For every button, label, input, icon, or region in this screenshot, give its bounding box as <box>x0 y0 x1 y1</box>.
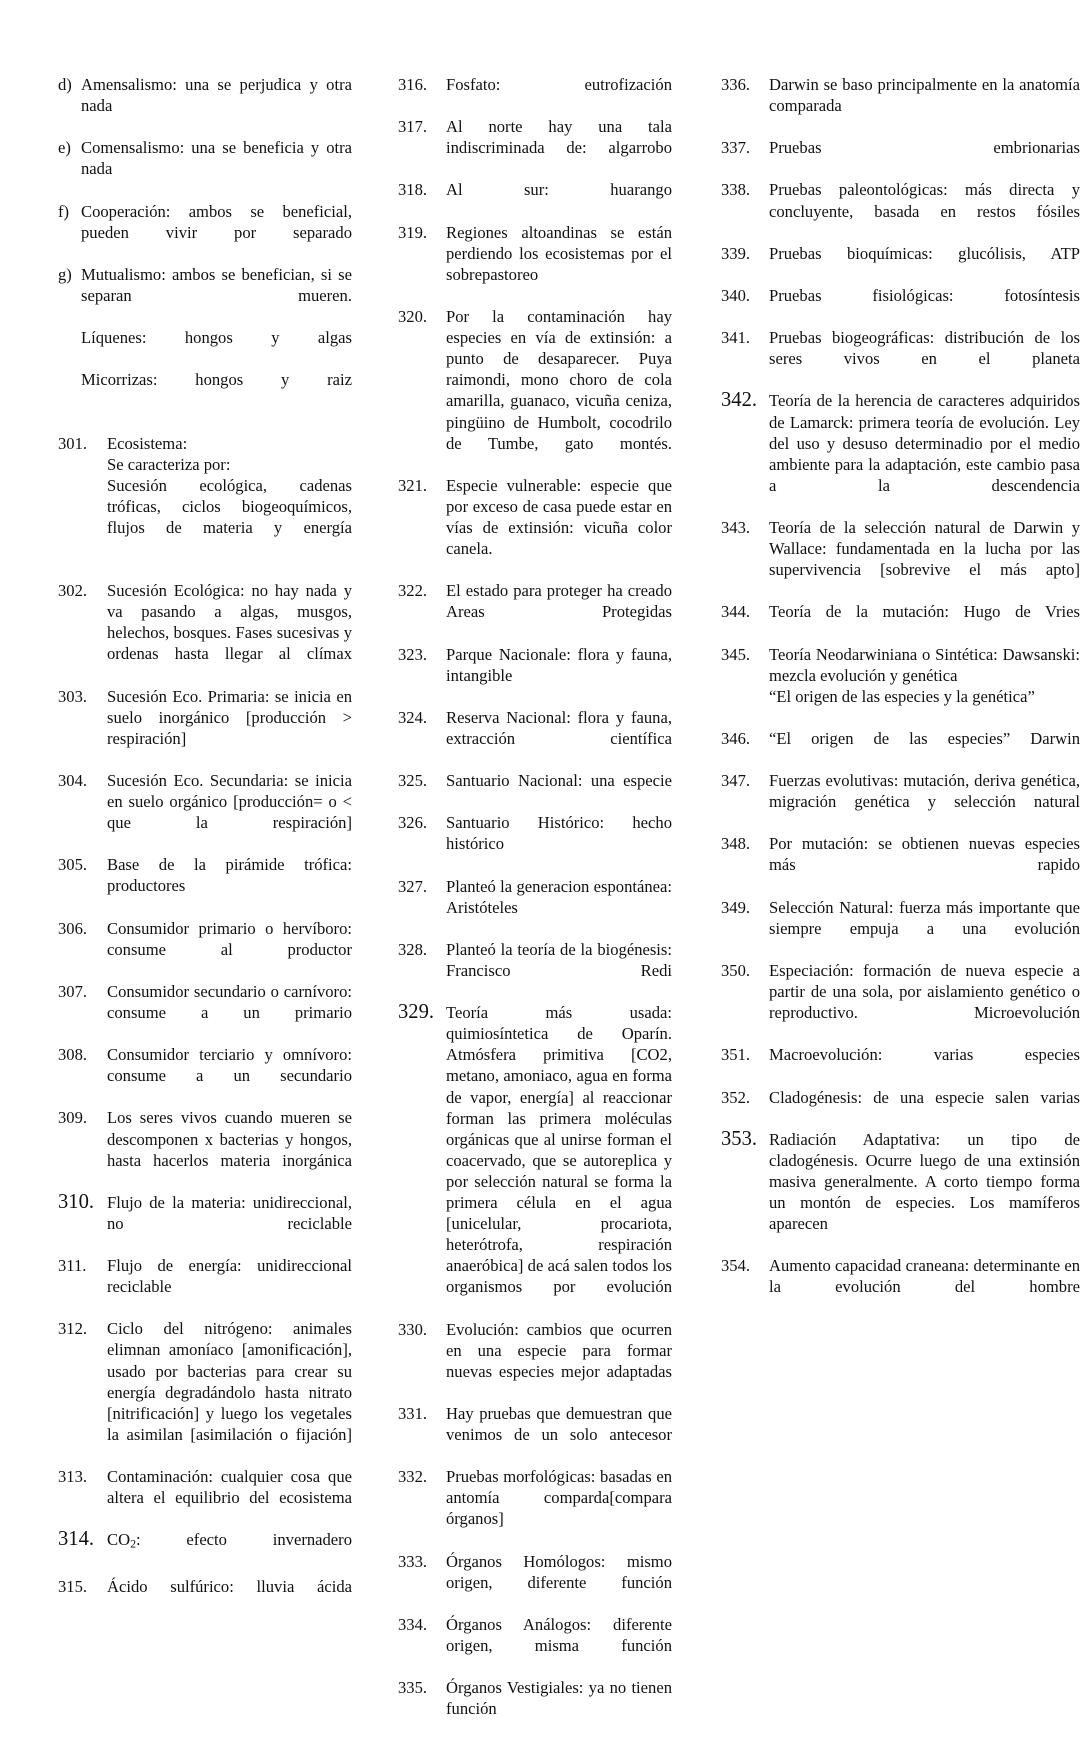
lettered-list-item <box>58 369 352 411</box>
numbered-item-text: Ciclo del nitrógeno: animales elimnan amoníaco [amonificación], usado por bacterias para crear su energía degradándolo hasta nitrato [nitrificación] y luego los vegetales la asimilan [asimilación o fijación] <box>107 1319 352 1444</box>
numbered-item-marker: 314. <box>58 1528 95 1551</box>
numbered-item-marker: 344. <box>721 602 751 622</box>
numbered-item-marker: 343. <box>721 517 751 537</box>
numbered-item-text: Hay pruebas que demuestran que venimos de un solo antecesor <box>446 1403 672 1444</box>
numbered-item-marker: 338. <box>721 180 751 200</box>
numbered-list-item <box>721 137 1080 179</box>
numbered-item-text: Ácido sulfúrico: lluvia ácida <box>107 1577 352 1597</box>
numbered-list-item <box>398 580 672 643</box>
numbered-list-item <box>721 1255 1080 1318</box>
numbered-item-text: Santuario Histórico: hecho histórico <box>446 813 672 854</box>
numbered-list-item <box>58 770 352 854</box>
numbered-list-column-3 <box>721 74 1080 1319</box>
numbered-item-marker: 304. <box>58 770 88 790</box>
numbered-item-marker: 315. <box>58 1577 88 1597</box>
numbered-list-item <box>58 1576 352 1618</box>
numbered-item-marker: 320. <box>398 307 428 327</box>
numbered-item-marker: 332. <box>398 1467 428 1487</box>
lettered-list-item <box>58 327 352 369</box>
numbered-item-text: “El origen de las especies” Darwin <box>769 728 1080 748</box>
numbered-item-marker: 347. <box>721 771 751 791</box>
numbered-list-item <box>398 644 672 707</box>
numbered-item-marker: 334. <box>398 1614 428 1634</box>
numbered-item-marker: 346. <box>721 728 751 748</box>
lettered-item-marker: g) <box>58 264 72 284</box>
numbered-item-marker: 340. <box>721 285 751 305</box>
numbered-item-marker: 328. <box>398 939 428 959</box>
numbered-list-item <box>721 1087 1080 1129</box>
numbered-item-text: Selección Natural: fuerza más importante que siempre empuja a una evolución <box>769 897 1080 938</box>
lettered-item-text: Micorrizas: hongos y raiz <box>81 370 352 390</box>
column-3 <box>672 74 1080 1319</box>
numbered-item-marker: 354. <box>721 1256 751 1276</box>
numbered-item-marker: 335. <box>398 1678 428 1698</box>
numbered-item-marker: 342. <box>721 389 758 412</box>
numbered-item-marker: 348. <box>721 834 751 854</box>
lettered-item-marker: f) <box>58 201 70 221</box>
numbered-list-item <box>58 1466 352 1529</box>
numbered-list-item <box>398 939 672 1002</box>
numbered-item-marker: 329. <box>398 1001 435 1024</box>
numbered-list-item <box>721 644 1080 728</box>
numbered-list-item <box>398 707 672 770</box>
numbered-item-text: Flujo de energía: unidireccional reciclable <box>107 1256 352 1297</box>
numbered-list-item <box>721 601 1080 643</box>
lettered-item-text: Mutualismo: ambos se benefician, si se separan mueren. <box>81 264 352 305</box>
three-column-layout <box>0 74 1080 1740</box>
numbered-list-item <box>721 179 1080 242</box>
numbered-item-text: Fosfato: eutrofización <box>446 75 672 94</box>
lettered-item-text: Amensalismo: una se perjudica y otra nada <box>81 75 352 116</box>
numbered-list-item <box>398 1466 672 1550</box>
numbered-item-text: Parque Nacionale: flora y fauna, intangible <box>446 644 672 685</box>
numbered-item-text: Planteó la generacion espontánea: Aristóteles <box>446 876 672 917</box>
numbered-item-text: Planteó la teoría de la biogénesis: Francisco Redi <box>446 939 672 980</box>
numbered-list-item <box>58 981 352 1044</box>
numbered-item-marker: 302. <box>58 581 88 601</box>
numbered-list-item <box>58 1192 352 1255</box>
numbered-item-marker: 319. <box>398 222 428 242</box>
numbered-item-text: Teoría de la herencia de caracteres adquiridos de Lamarck: primera teoría de evolución. Ley del uso y desuso determinadio por el medio ambiente para la adaptación, este cambio pasa a la descendencia <box>769 391 1080 495</box>
numbered-item-marker: 301. <box>58 433 88 453</box>
numbered-item-text: Órganos Homólogos: mismo origen, diferente función <box>446 1551 672 1592</box>
numbered-item-text: Flujo de la materia: unidireccional, no reciclable <box>107 1192 352 1233</box>
numbered-list-item <box>398 222 672 306</box>
numbered-item-text: Ecosistema: Se caracteriza por: Sucesión ecológica, cadenas tróficas, ciclos biogeoquímicos, flujos de materia y energía <box>107 433 352 537</box>
numbered-list-item <box>721 1044 1080 1086</box>
numbered-list-item <box>721 833 1080 896</box>
numbered-list-item <box>721 728 1080 770</box>
lettered-sublist <box>58 74 352 412</box>
numbered-list-item <box>398 1614 672 1677</box>
numbered-item-text: Por la contaminación hay especies en vía de extinsión: a punto de desaparecer. Puya raimondi, mono choro de cola amarilla, guanaco, vicuña ceniza, pingüino de Humbolt, cocodrilo de Tumbe, gato montés. <box>446 307 672 453</box>
numbered-item-marker: 313. <box>58 1467 88 1486</box>
numbered-list-item <box>398 1319 672 1403</box>
numbered-item-text: Órganos Análogos: diferente origen, misma función <box>446 1614 672 1655</box>
numbered-list-item <box>398 116 672 179</box>
lettered-item-text: Comensalismo: una se beneficia y otra nada <box>81 138 352 179</box>
numbered-item-marker: 353. <box>721 1127 758 1150</box>
numbered-list-item <box>721 74 1080 137</box>
numbered-item-text: Pruebas biogeográficas: distribución de los seres vivos en el planeta <box>769 328 1080 369</box>
numbered-item-text: Pruebas fisiológicas: fotosíntesis <box>769 285 1080 305</box>
numbered-item-marker: 331. <box>398 1403 428 1423</box>
numbered-item-text: Teoría más usada: quimiosíntetica de Oparín. Atmósfera primitiva [CO2, metano, amoniaco, agua en forma de vapor, energía] al reaccionar forman las primera moléculas orgánicas que al unirse forman el coacervado, que se autoreplica y por selección natural se forma la primera célula en el agua [unicelular, procariota, heterótrofa, respiración anaeróbica] de acá salen todos los organismos por evolución <box>446 1003 672 1297</box>
numbered-item-marker: 305. <box>58 855 88 875</box>
numbered-item-marker: 321. <box>398 475 428 495</box>
numbered-item-marker: 318. <box>398 180 428 200</box>
numbered-list-item <box>721 390 1080 517</box>
numbered-item-text: Especie vulnerable: especie que por exceso de casa puede estar en vías de extinsión: vicuña color canela. <box>446 475 672 559</box>
numbered-list-item <box>721 517 1080 601</box>
numbered-list-item <box>398 306 672 475</box>
numbered-item-marker: 312. <box>58 1319 88 1339</box>
lettered-item-marker: d) <box>58 75 72 94</box>
numbered-list-item <box>721 770 1080 833</box>
numbered-item-marker: 330. <box>398 1319 428 1339</box>
numbered-item-text: Radiación Adaptativa: un tipo de cladogénesis. Ocurre luego de una extinsión masiva generalmente. A corto tiempo forma un montón de especies. Los mamíferos aparecen <box>769 1129 1080 1234</box>
numbered-item-marker: 317. <box>398 117 428 137</box>
numbered-item-marker: 345. <box>721 644 751 664</box>
numbered-item-marker: 316. <box>398 75 428 94</box>
numbered-list-item <box>398 876 672 939</box>
numbered-list-item <box>58 1529 352 1576</box>
numbered-item-marker: 350. <box>721 960 751 980</box>
numbered-list-item <box>58 1318 352 1466</box>
lettered-item-text: Líquenes: hongos y algas <box>81 328 352 348</box>
numbered-item-text: Órganos Vestigiales: ya no tienen función <box>446 1678 672 1719</box>
numbered-list-item <box>721 960 1080 1044</box>
lettered-list-item <box>58 74 352 137</box>
numbered-item-text: Especiación: formación de nueva especie a partir de una sola, por aislamiento genético o reproductivo. Microevolución <box>769 960 1080 1023</box>
numbered-list-item <box>58 433 352 560</box>
numbered-list-item <box>721 285 1080 327</box>
numbered-list-item <box>398 475 672 580</box>
numbered-item-marker: 306. <box>58 918 88 938</box>
numbered-list-item <box>398 1551 672 1614</box>
numbered-list-item <box>58 854 352 917</box>
numbered-item-marker: 309. <box>58 1108 88 1128</box>
numbered-item-text: Consumidor primario o hervíboro: consume al productor <box>107 918 352 959</box>
lettered-item-marker: e) <box>58 138 71 158</box>
numbered-item-marker: 323. <box>398 644 428 664</box>
text-line: Ecosistema: <box>107 433 188 453</box>
lettered-item-text: Cooperación: ambos se beneficial, pueden vivir por separado <box>81 201 352 242</box>
lettered-list-item <box>58 264 352 327</box>
numbered-list-item <box>58 918 352 981</box>
numbered-list-item <box>721 243 1080 285</box>
numbered-item-marker: 310. <box>58 1190 95 1213</box>
numbered-list-column-1 <box>58 433 352 1619</box>
numbered-item-text: Teoría Neodarwiniana o Sintética: Dawsanski: mezcla evolución y genética “El origen de las especies y la genética” <box>769 644 1080 706</box>
numbered-list-item <box>58 1255 352 1318</box>
column-1 <box>0 74 352 1618</box>
quoted-note: “El origen de las especies y la genética” <box>769 686 1035 706</box>
numbered-item-text: $CO_2$: efecto invernadero <box>107 1530 352 1551</box>
numbered-item-text: Pruebas bioquímicas: glucólisis, ATP <box>769 243 1080 263</box>
numbered-list-item <box>398 770 672 812</box>
numbered-list-item <box>58 1107 352 1191</box>
numbered-item-text: Pruebas embrionarias <box>769 138 1080 158</box>
numbered-item-text: Sucesión Eco. Primaria: se inicia en suelo inorgánico [producción > respiración] <box>107 686 352 748</box>
numbered-list-item <box>398 1002 672 1318</box>
numbered-list-column-2 <box>398 74 672 1740</box>
numbered-item-marker: 341. <box>721 328 751 348</box>
numbered-item-marker: 333. <box>398 1551 428 1571</box>
numbered-item-marker: 325. <box>398 771 428 791</box>
numbered-item-marker: 308. <box>58 1045 88 1065</box>
numbered-item-marker: 349. <box>721 897 751 917</box>
numbered-list-item <box>721 1129 1080 1256</box>
numbered-item-marker: 322. <box>398 581 428 601</box>
numbered-item-marker: 307. <box>58 981 88 1001</box>
numbered-item-text: Santuario Nacional: una especie <box>446 771 672 791</box>
numbered-item-marker: 351. <box>721 1045 751 1065</box>
lettered-list-item <box>58 201 352 264</box>
numbered-list-item <box>721 327 1080 390</box>
numbered-item-text: Sucesión Ecológica: no hay nada y va pasando a algas, musgos, helechos, bosques. Fases sucesivas y ordenas hasta llegar al clímax <box>107 581 352 664</box>
numbered-item-marker: 326. <box>398 813 428 833</box>
numbered-item-text: Consumidor secundario o carnívoro: consume a un primario <box>107 981 352 1022</box>
numbered-list-item <box>398 1403 672 1466</box>
numbered-item-text: Por mutación: se obtienen nuevas especies más rapido <box>769 834 1080 875</box>
numbered-item-marker: 327. <box>398 876 428 896</box>
numbered-list-item <box>58 1044 352 1107</box>
numbered-item-text: Al sur: huarango <box>446 180 672 200</box>
numbered-item-text: Teoría de la selección natural de Darwin y Wallace: fundamentada en la lucha por las supervivencia [sobrevive el más apto] <box>769 517 1080 580</box>
numbered-list-item <box>398 812 672 875</box>
numbered-item-text: Al norte hay una tala indiscriminada de: algarrobo <box>446 117 672 158</box>
column-2 <box>352 74 672 1740</box>
numbered-list-item <box>721 897 1080 960</box>
lettered-list-item <box>58 137 352 200</box>
numbered-item-text: Reserva Nacional: flora y fauna, extracción científica <box>446 707 672 748</box>
numbered-item-text: Base de la pirámide trófica: productores <box>107 855 352 896</box>
numbered-item-text: Cladogénesis: de una especie salen varias <box>769 1087 1080 1107</box>
numbered-list-item <box>398 74 672 116</box>
numbered-item-text: Los seres vivos cuando mueren se descomponen x bacterias y hongos, hasta hacerlos materia inorgánica <box>107 1108 352 1170</box>
numbered-list-item <box>398 179 672 221</box>
numbered-item-text: Aumento capacidad craneana: determinante en la evolución del hombre <box>769 1256 1080 1297</box>
numbered-item-text: Teoría de la mutación: Hugo de Vries <box>769 602 1080 622</box>
numbered-item-marker: 339. <box>721 243 751 263</box>
numbered-item-marker: 311. <box>58 1256 87 1276</box>
numbered-item-marker: 337. <box>721 138 751 158</box>
numbered-item-text: Darwin se baso principalmente en la anatomía comparada <box>769 75 1080 116</box>
numbered-item-text: Sucesión Eco. Secundaria: se inicia en suelo orgánico [producción= o < que la respiración] <box>107 770 352 833</box>
numbered-item-text: Consumidor terciario y omnívoro: consume a un secundario <box>107 1045 352 1086</box>
numbered-item-text: Pruebas paleontológicas: más directa y concluyente, basada en restos fósiles <box>769 180 1080 221</box>
numbered-list-item <box>58 580 352 685</box>
numbered-item-text: Regiones altoandinas se están perdiendo los ecosistemas por el sobrepastoreo <box>446 222 672 284</box>
numbered-list-item <box>58 686 352 770</box>
text-line: Se caracteriza por: <box>107 454 231 474</box>
numbered-item-marker: 336. <box>721 75 751 94</box>
numbered-item-text: Pruebas morfológicas: basadas en antomía comparda[compara órganos] <box>446 1467 672 1529</box>
numbered-item-marker: 324. <box>398 707 428 727</box>
numbered-item-text: El estado para proteger ha creado Areas Protegidas <box>446 581 672 622</box>
numbered-item-text: Evolución: cambios que ocurren en una especie para formar nuevas especies mejor adaptadas <box>446 1319 672 1381</box>
numbered-list-item <box>398 1677 672 1740</box>
numbered-item-text: Macroevolución: varias especies <box>769 1045 1080 1065</box>
numbered-item-marker: 303. <box>58 686 88 706</box>
numbered-item-text: Fuerzas evolutivas: mutación, deriva genética, migración genética y selección natural <box>769 771 1080 812</box>
numbered-item-text: Contaminación: cualquier cosa que altera el equilibrio del ecosistema <box>107 1467 352 1508</box>
numbered-item-marker: 352. <box>721 1087 751 1107</box>
